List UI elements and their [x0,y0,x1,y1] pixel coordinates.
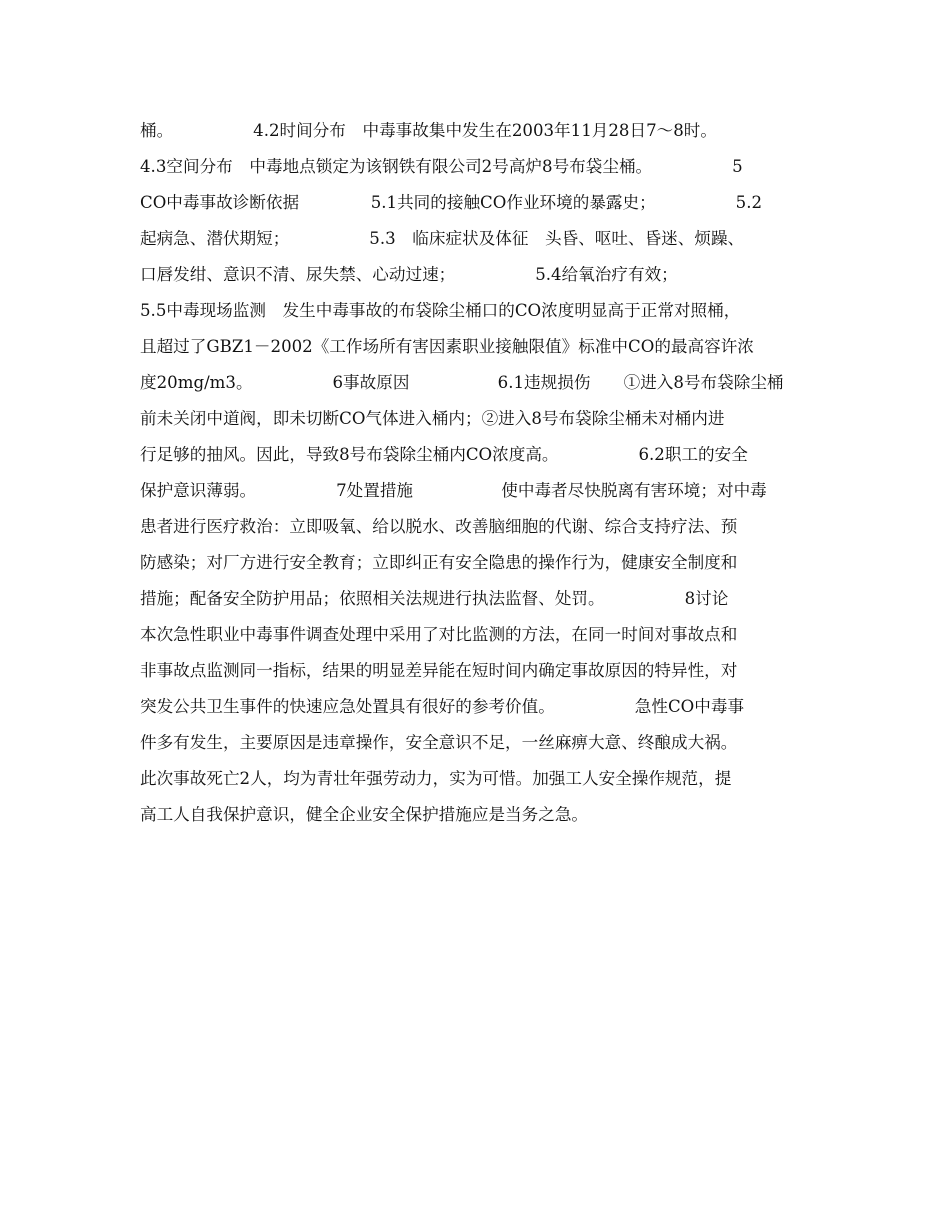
text-line: 5.5中毒现场监测 发生中毒事故的布袋除尘桶口的CO浓度明显高于正常对照桶， [140,301,741,320]
text-line: 4.3空间分布 中毒地点锁定为该钢铁有限公司2号高炉8号布袋尘桶。 5 [140,157,743,176]
text-line: 前未关闭中道阀，即未切断CO气体进入桶内；②进入8号布袋除尘桶未对桶内进 [140,409,725,428]
text-line: 起病急、潜伏期短； 5.3 临床症状及体征 头昏、呕吐、昏迷、烦躁、 [140,229,745,248]
text-line: 口唇发绀、意识不清、尿失禁、心动过速； 5.4给氧治疗有效； [140,265,678,284]
text-line: 高工人自我保护意识，健全企业安全保护措施应是当务之急。 [140,805,589,824]
text-line: 保护意识薄弱。 7处置措施 使中毒者尽快脱离有害环境；对中毒 [140,481,767,500]
text-line: 措施；配备安全防护用品；依照相关法规进行执法监督、处罚。 8讨论 [140,589,729,608]
text-line: 度20mg/m3。 6事故原因 6.1违规损伤 ①进入8号布袋除尘桶 [140,373,784,392]
text-line: 非事故点监测同一指标，结果的明显差异能在短时间内确定事故原因的特异性，对 [140,661,738,680]
text-line: 桶。 4.2时间分布 中毒事故集中发生在2003年11月28日7～8时。 [140,121,717,140]
text-line: 本次急性职业中毒事件调查处理中采用了对比监测的方法，在同一时间对事故点和 [140,625,738,644]
text-line: 防感染；对厂方进行安全教育；立即纠正有安全隐患的操作行为，健康安全制度和 [140,553,738,572]
body-text [140,113,820,833]
text-line: 且超过了GBZ1－2002《工作场所有害因素职业接触限值》标准中CO的最高容许浓 [140,337,754,356]
text-line: 此次事故死亡2人，均为青壮年强劳动力，实为可惜。加强工人安全操作规范，提 [140,769,732,788]
text-line: CO中毒事故诊断依据 5.1共同的接触CO作业环境的暴露史； 5.2 [140,193,763,212]
text-line: 件多有发生，主要原因是违章操作，安全意识不足，一丝麻痹大意、终酿成大祸。 [140,733,738,752]
text-line: 突发公共卫生事件的快速应急处置具有很好的参考价值。 急性CO中毒事 [140,697,745,716]
text-line: 行足够的抽风。因此，导致8号布袋除尘桶内CO浓度高。 6.2职工的安全 [140,445,748,464]
text-line: 患者进行医疗救治：立即吸氧、给以脱水、改善脑细胞的代谢、综合支持疗法、预 [140,517,738,536]
